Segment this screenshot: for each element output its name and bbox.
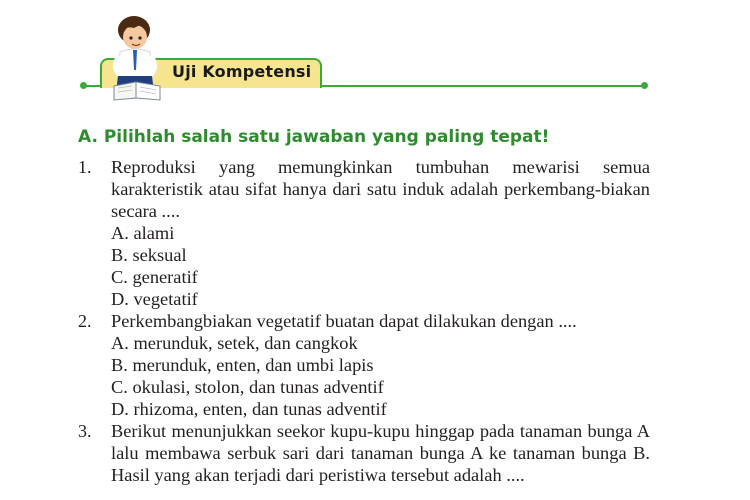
rule-left-dot [80, 82, 87, 89]
student-reading-illustration [100, 12, 172, 104]
question-3 [78, 420, 650, 486]
option-c: C. okulasi, stolon, dan tunas adventif [111, 377, 384, 397]
rule-right-dot [641, 82, 648, 89]
option-c: C. generatif [111, 267, 198, 287]
option-d: D. vegetatif [111, 289, 198, 309]
option-a: A. alami [111, 223, 175, 243]
question-text: Perkembangbiakan vegetatif buatan dapat dilakukan dengan .... [111, 311, 577, 331]
question-number: 2. [78, 311, 92, 331]
question-text: Berikut menunjukkan seekor kupu-kupu hinggap pada tanaman bunga A lalu membawa serbuk sari dari tanaman bunga A ke tanaman bunga B. Hasil yang akan terjadi dari peristiwa tersebut adalah .... [111, 421, 650, 485]
question-1 [78, 156, 650, 310]
section-heading: A. Pilihlah salah satu jawaban yang paling tepat! [78, 127, 550, 147]
option-b: B. merunduk, enten, dan umbi lapis [111, 355, 374, 375]
option-b: B. seksual [111, 245, 187, 265]
question-2 [78, 310, 650, 420]
question-number: 1. [78, 157, 92, 177]
question-number: 3. [78, 421, 92, 441]
question-text: Reproduksi yang memungkinkan tumbuhan mewarisi semua karakteristik atau sifat hanya dari satu induk adalah perkembang-biakan secara .... [111, 157, 650, 221]
option-a: A. merunduk, setek, dan cangkok [111, 333, 358, 353]
option-d: D. rhizoma, enten, dan tunas adventif [111, 399, 387, 419]
question-list [78, 156, 650, 486]
page-title: Uji Kompetensi [172, 62, 312, 81]
